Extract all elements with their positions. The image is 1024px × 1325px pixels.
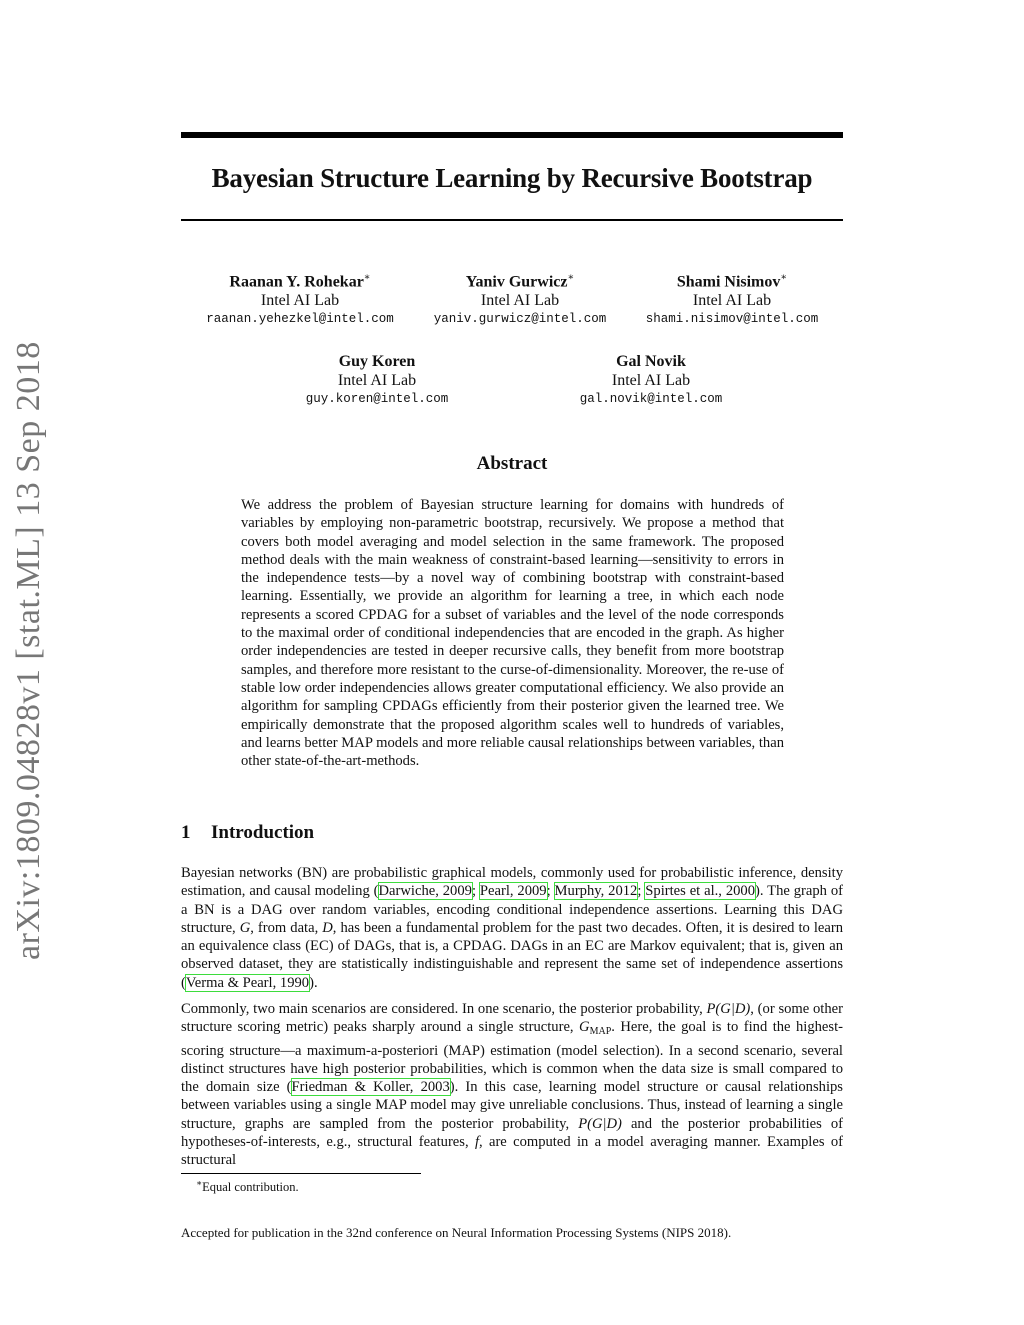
author-name: Guy Koren <box>338 353 416 370</box>
author-email[interactable]: shami.nisimov@intel.com <box>645 312 819 327</box>
author-name: Gal Novik <box>616 353 686 370</box>
section-number: 1 <box>181 822 191 843</box>
title-bottom-rule <box>181 219 843 221</box>
author-affiliation: Intel AI Lab <box>260 292 340 310</box>
citation-link[interactable]: Murphy, 2012 <box>554 883 638 900</box>
author-block <box>422 268 618 329</box>
citation-link[interactable]: Spirtes et al., 2000 <box>645 883 756 900</box>
intro-paragraph-1: Bayesian networks (BN) are probabilistic graphical models, commonly used for probabilistic inference, density estimation, and causal modeling (Darwiche, 2009; Pearl, 2009; Murphy, 2012; Spirtes et al., 2000). The graph of a BN is a DAG over random variables, encoding conditional independence assertions. Learning this DAG structure, G, from data, D, has been a fundamental problem for the past two decades. Often, it is desired to learn an equivalence class (EC) of DAGs, that is, a CPDAG. DAGs in an EC are Markov equivalent; that is, given an observed dataset, they are statistically indistinguishable and represent the same set of independence assertions (Verma & Pearl, 1990). <box>181 865 843 991</box>
author-email[interactable]: guy.koren@intel.com <box>305 392 449 406</box>
section-title: Introduction <box>211 822 315 843</box>
author-name: Yaniv Gurwicz∗ <box>465 272 575 291</box>
author-affiliation: Intel AI Lab <box>692 292 772 310</box>
footnote-rule <box>181 1173 421 1174</box>
section-heading <box>181 822 314 844</box>
citation-link[interactable]: Friedman & Koller, 2003 <box>291 1079 450 1096</box>
author-affiliation: Intel AI Lab <box>480 292 560 310</box>
footnote: ∗Equal contribution. <box>196 1178 299 1195</box>
author-name: Raanan Y. Rohekar∗ <box>229 272 371 291</box>
intro-paragraph-2: Commonly, two main scenarios are considered. In one scenario, the posterior probability, P(G|D), (or some other structure scoring metric) peaks sharply around a single structure, $G_{MAP}$. Here, the goal is to find the highest-scoring structure—a maximum-a-posteriori (MAP) estimation (model selection). In a second scenario, several distinct structures have high posterior probabilities, which is common when the data size is small compared to the domain size (Friedman & Koller, 2003). In this case, learning model structure or causal relationships between variables using a single MAP model may give unreliable conclusions. Thus, instead of learning a single structure, graphs are sampled from the posterior probability, P(G|D) and the posterior probabilities of hypotheses-of-interests, e.g., structural features, f, are computed in a model averaging manner. Examples of structural <box>181 1001 843 1169</box>
author-email[interactable]: gal.novik@intel.com <box>579 392 723 406</box>
citation-link[interactable]: Darwiche, 2009 <box>378 883 472 900</box>
math-symbol: $G_{MAP}$ <box>579 1019 612 1038</box>
abstract-text: We address the problem of Bayesian structure learning for domains with hundreds of variables by employing non-parametric bootstrap, recursively. We propose a method that covers both model averaging and model selection in the same framework. The proposed method deals with the main weakness of constraint-based learning—sensitivity to errors in the independence tests—by a novel way of combining bootstrap with constraint-based learning. Essentially, we provide an algorithm for learning a tree, in which each node represents a scored CPDAG for a subset of variables and the level of the node corresponds to the maximal order of conditional independencies that are encoded in the graph. As higher order independencies are tested in deeper recursive calls, they benefit from more bootstrap samples, and therefore more resistant to the curse-of-dimensionality. Moreover, the re-use of stable low order independencies allows greater computational efficiency. We also provide an algorithm for sampling CPDAGs efficiently from their posterior given the learned tree. We empirically demonstrate that the proposed algorithm scales well to hundreds of variables, and learns better MAP models and more reliable causal relationships between variables, than other state-of-the-art-methods. <box>241 497 784 770</box>
author-email[interactable]: raanan.yehezkel@intel.com <box>206 312 394 327</box>
citation-link[interactable]: Verma & Pearl, 1990 <box>185 974 310 991</box>
abstract-heading: Abstract <box>476 453 548 474</box>
paper-title: Bayesian Structure Learning by Recursive Bootstrap <box>211 163 813 193</box>
math-symbol: D <box>322 919 333 936</box>
author-affiliation: Intel AI Lab <box>611 372 691 389</box>
author-block <box>282 352 472 409</box>
author-name: Shami Nisimov∗ <box>676 272 788 291</box>
title-top-rule <box>181 132 843 138</box>
math-expression: P(G|D) <box>706 1001 751 1017</box>
venue-note: Accepted for publication in the 32nd conference on Neural Information Processing Systems (NIPS 2018). <box>181 1225 732 1240</box>
author-block <box>634 268 830 329</box>
citation-link[interactable]: Pearl, 2009 <box>479 883 547 900</box>
math-symbol: f <box>474 1134 479 1151</box>
math-symbol: G <box>239 919 251 936</box>
math-expression: P(G|D) <box>578 1115 622 1132</box>
author-block <box>196 268 404 329</box>
author-affiliation: Intel AI Lab <box>337 372 417 389</box>
author-email[interactable]: yaniv.gurwicz@intel.com <box>433 312 607 327</box>
author-block <box>556 352 746 409</box>
arxiv-sidebar-stamp: arXiv:1809.04828v1 [stat.ML] 13 Sep 2018 <box>10 341 47 960</box>
